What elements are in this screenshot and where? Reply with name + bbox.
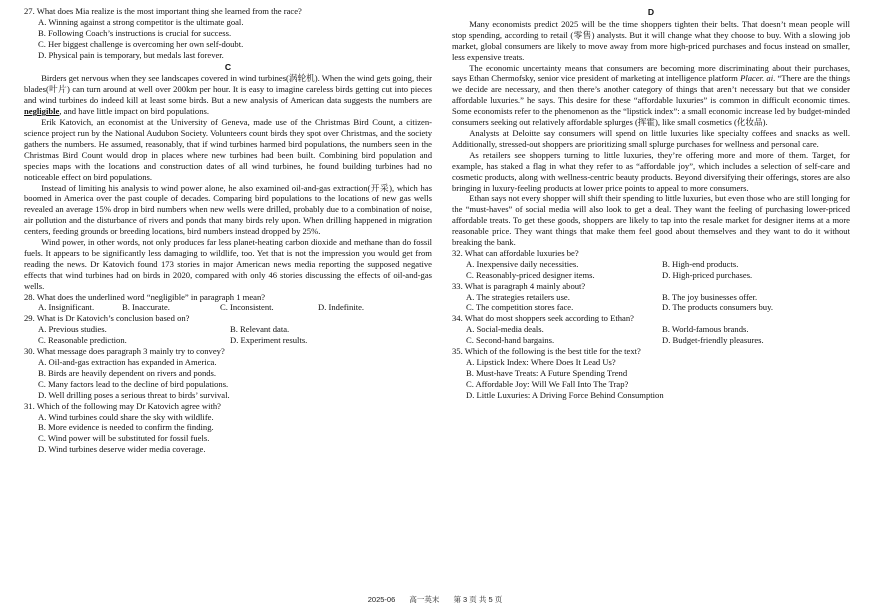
option-29-b[interactable]: B. Relevant data.	[230, 324, 290, 335]
question-34-stem: 34. What do most shoppers seek according to Ethan?	[452, 313, 634, 324]
option-34-a[interactable]: A. Social-media deals.	[466, 324, 544, 335]
option-27-b[interactable]: B. Following Coach’s instructions is crucial for success.	[38, 27, 232, 38]
question-31-stem: 31. Which of the following may Dr Katovich agree with?	[24, 400, 221, 411]
option-33-b[interactable]: B. The joy businesses offer.	[662, 291, 758, 302]
option-33-a[interactable]: A. The strategies retailers use.	[466, 291, 570, 302]
option-29-a[interactable]: A. Previous studies.	[38, 324, 107, 335]
passage-c-paragraph-1: Birders get nervous when they see landscapes covered in wind turbines(涡轮机). When the wind gets going, their blades(叶片) can turn around at well over 200km per hour. It is easy to imagine careless birds getting cut into pieces and wind turbines do indeed kill at least some birds. But a new analysis of American data suggests the numbers are negligible, and have little impact on bird populations.	[24, 73, 432, 117]
section-d-heading: D	[647, 7, 655, 17]
page-footer	[0, 594, 870, 605]
question-28-options	[38, 302, 432, 313]
question-35-stem: 35. Which of the following is the best title for the text?	[452, 346, 641, 357]
footer-subject: 高一英末	[409, 595, 440, 604]
option-31-a[interactable]: A. Wind turbines could share the sky with wildlife.	[38, 411, 214, 422]
option-30-a[interactable]: A. Oil-and-gas extraction has expanded in America.	[38, 357, 217, 367]
question-29-stem: 29. What is Dr Katovich’s conclusion based on?	[24, 313, 190, 324]
passage-d-paragraph-1: Many economists predict 2025 will be the time shoppers tighten their belts. That doesn’t mean people will stop spending, according to retail (零售) analysts. But it will change what they choose to buy. With a slowing job market, global consumers are likely to move away from more high-priced purchases and focus instead on smaller, less expensive treats.	[452, 18, 850, 62]
question-33-options-row-1	[466, 292, 850, 303]
option-28-b[interactable]: B. Inaccurate.	[122, 302, 170, 313]
question-28-stem: 28. What does the underlined word “negligible” in paragraph 1 mean?	[24, 291, 266, 302]
underlined-word-negligible: negligible	[24, 106, 60, 117]
option-30-c[interactable]: C. Many factors lead to the decline of bird populations.	[38, 378, 229, 389]
question-29-options-row-1	[38, 324, 432, 335]
option-29-c[interactable]: C. Reasonable prediction.	[38, 335, 127, 346]
platform-name: Placer. ai	[740, 73, 774, 84]
option-27-c[interactable]: C. Her biggest challenge is overcoming her own self-doubt.	[38, 38, 244, 49]
option-29-d[interactable]: D. Experiment results.	[230, 335, 308, 346]
passage-c-paragraph-2: Erik Katovich, an economist at the University of Geneva, made use of the Christmas Bird Count, a citizen-science project run by the National Audubon Society. Volunteers count birds they spot over Christmas, and the society gathers the numbers. He assumed, reasonably, that if wind turbines harmed bird populations, the numbers seen in the Christmas Bird Count would drop in places where new turbines had been built. Combining bird population and species maps with the locations and construction dates of all wind turbines, he found building turbines had no noticeable effect on bird populations.	[24, 117, 432, 182]
option-31-b[interactable]: B. More evidence is needed to confirm the finding.	[38, 422, 214, 433]
passage-c-paragraph-4: Wind power, in other words, not only produces far less planet-heating carbon dioxide and methane than do fossil fuels. It appears to be significantly less damaging to wildlife, too. Yet that is not the impression you would get from reading the news. Dr Katovich found 173 stories in major American news media reporting the supposed negative effects that wind turbines had on birds in 2020, compared with only 46 stories discussing the effects of oil-and-gas wells.	[24, 237, 432, 291]
option-34-c[interactable]: C. Second-hand bargains.	[466, 335, 555, 346]
option-27-a[interactable]: A. Winning against a strong competitor is the ultimate goal.	[38, 16, 244, 27]
option-31-d[interactable]: D. Wind turbines deserve wider media coverage.	[38, 444, 206, 455]
right-column	[452, 6, 850, 401]
option-32-c[interactable]: C. Reasonably-priced designer items.	[466, 269, 595, 280]
left-column	[24, 6, 432, 455]
option-33-d[interactable]: D. The products consumers buy.	[662, 302, 773, 313]
option-30-d[interactable]: D. Well drilling poses a serious threat to birds’ survival.	[38, 389, 230, 400]
section-c-heading: C	[224, 61, 232, 72]
option-35-c[interactable]: C. Affordable Joy: Will We Fall Into The Trap?	[466, 378, 629, 389]
question-30-stem: 30. What message does paragraph 3 mainly try to convey?	[24, 346, 225, 357]
passage-c-paragraph-3: Instead of limiting his analysis to wind power alone, he also examined oil-and-gas extraction(开采), which has boomed in America over the past couple of decades. Comparing bird populations to the locations of new gas wells revealed an average 15% drop in bird numbers when new wells were drilled, probably due to a combination of noise, air pollution and the disturbance of rivers and ponds that many birds rely upon. When drilling happened in migration centers, feeding grounds or breeding locations, bird numbers instead dropped by 25%.	[24, 182, 432, 237]
footer-page-number: 第 3 页 共 5 页	[453, 595, 503, 604]
option-28-a[interactable]: A. Insignificant.	[38, 302, 95, 313]
question-33-options-row-2	[466, 302, 850, 313]
option-32-b[interactable]: B. High-end products.	[662, 258, 739, 269]
option-27-d[interactable]: D. Physical pain is temporary, but medals last forever.	[38, 49, 224, 60]
passage-d-paragraph-4: As retailers see shoppers turning to little luxuries, they’re offering more and more of them. Target, for example, has staked a flag in what they refer to as “affordable joy”, which includes a selection of self-care and cosmetic products, along with wellness-centric beauty products. Beyond diversifying their offerings, stores are also bringing in luxury-feeling products at lower price points to appeal to more consumers.	[452, 149, 850, 193]
question-27-stem: 27. What does Mia realize is the most important thing she learned from the race?	[24, 6, 302, 16]
option-34-b[interactable]: B. World-famous brands.	[662, 324, 749, 335]
option-31-c[interactable]: C. Wind power will be substituted for fossil fuels.	[38, 433, 210, 444]
question-34-options-row-2	[466, 335, 850, 346]
footer-date: 2025-06	[367, 595, 396, 604]
option-35-b[interactable]: B. Must-have Treats: A Future Spending Trend	[466, 367, 628, 378]
option-35-d[interactable]: D. Little Luxuries: A Driving Force Behind Consumption	[466, 389, 664, 400]
option-28-d[interactable]: D. Indefinite.	[318, 302, 365, 313]
option-28-c[interactable]: C. Inconsistent.	[220, 302, 274, 313]
passage-d-paragraph-5: Ethan says not every shopper will shift their spending to little luxuries, but even those who are still longing for the “must-haves” of social media will also look to get a deal. They want the feeling of purchasing lower-priced affordable treats. To get these goods, shoppers are likely to tap into the resale market for designer items at a more reasonable price. They want things that make them feel good about themselves and they want to do it without breaking the bank.	[452, 193, 850, 248]
passage-d-paragraph-3: Analysts at Deloitte say consumers will spend on little luxuries like specialty coffees and snacks as well. Additionally, stressed-out shoppers are prioritizing small splurge purchases for wellness and personal care.	[452, 127, 850, 149]
option-33-c[interactable]: C. The competition stores face.	[466, 302, 574, 313]
question-32-options-row-1	[466, 259, 850, 270]
question-33-stem: 33. What is paragraph 4 mainly about?	[452, 280, 586, 291]
question-32-options-row-2	[466, 270, 850, 281]
question-29-options-row-2	[38, 335, 432, 346]
option-30-b[interactable]: B. Birds are heavily dependent on rivers and ponds.	[38, 367, 217, 378]
option-32-d[interactable]: D. High-priced purchases.	[662, 269, 753, 280]
option-34-d[interactable]: D. Budget-friendly pleasures.	[662, 335, 764, 346]
option-32-a[interactable]: A. Inexpensive daily necessities.	[466, 258, 579, 269]
passage-d-paragraph-2: The economic uncertainty means that consumers are becoming more discriminating about their purchases, says Ethan Chermofsky, senior vice president of marketing at intelligence platform Placer. ai. “There are the things we decide are necessary, and then there’s another category of things that aren’t necessary but that we consider affordable luxuries.” he says. This desire for these “affordable luxuries” is common in difficult economic times. Some economists refer to the phenomenon as the “lipstick index”: a small economic increase led by budget-minded consumers seeking out relatively affordable splurges (挥霍), like small cosmetics (化妆品).	[452, 62, 851, 128]
question-32-stem: 32. What can affordable luxuries be?	[452, 247, 579, 258]
option-35-a[interactable]: A. Lipstick Index: Where Does It Lead Us?	[466, 357, 616, 367]
question-34-options-row-1	[466, 324, 850, 335]
